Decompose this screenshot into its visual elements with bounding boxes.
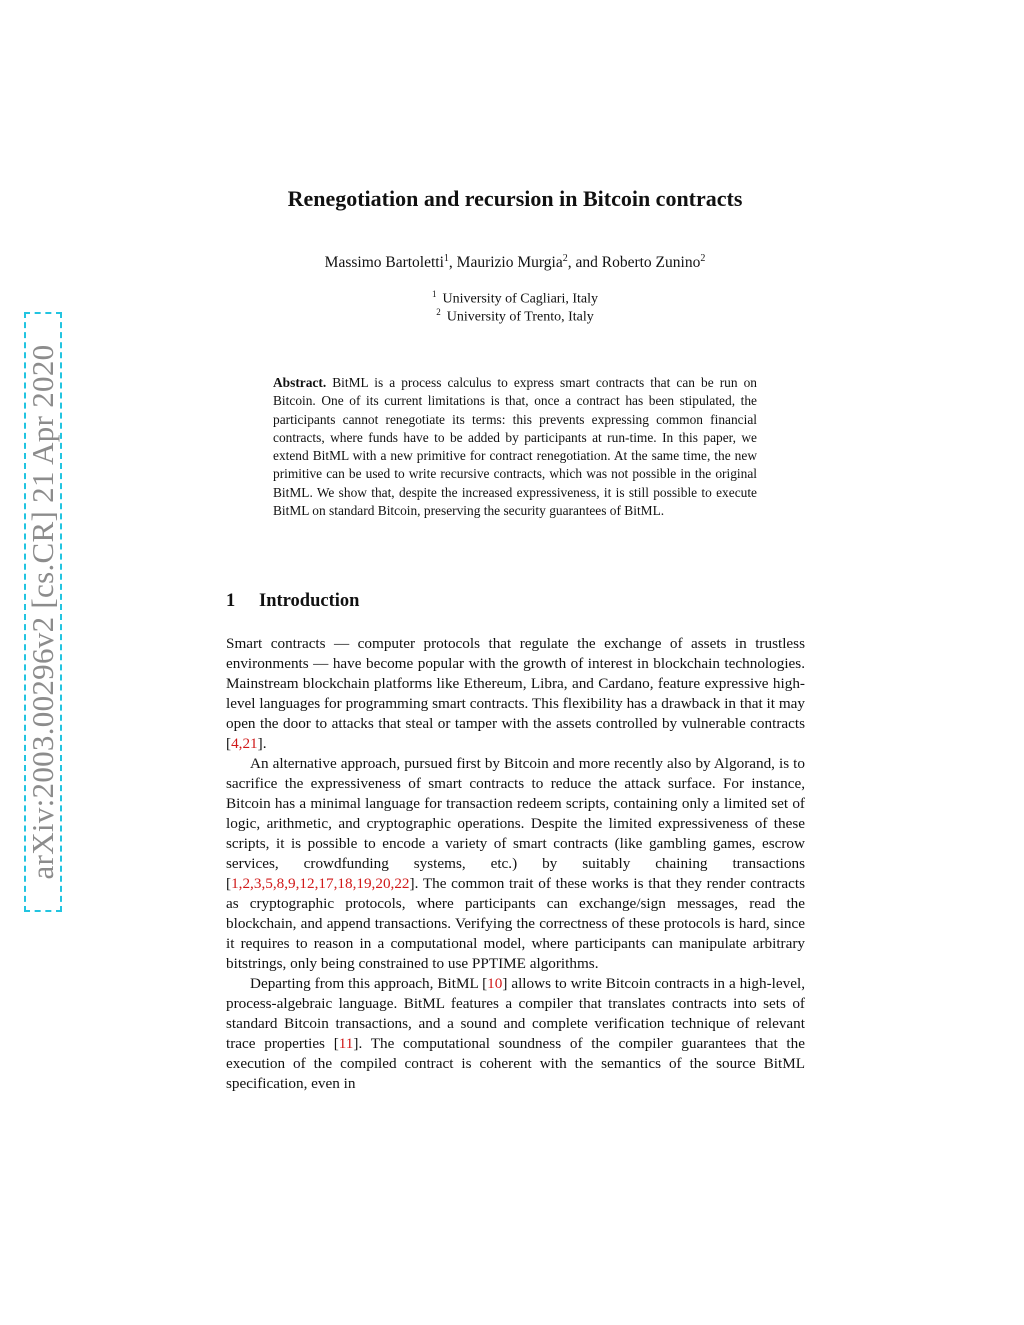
section-title: Introduction (259, 591, 360, 611)
citation-link[interactable]: 11 (338, 1035, 354, 1052)
introduction-body (226, 634, 805, 1094)
paragraph-text: allows to write Bitcoin contracts in a high-level, process-algebraic language. BitML features a compiler that translates contracts into sets of standard Bitcoin transactions, and a sound and complete verification technique of relevant trace properties (226, 975, 805, 1052)
section-number: 1 (226, 591, 236, 611)
abstract (273, 374, 757, 520)
affiliation (200, 289, 830, 308)
paragraph-text: Smart contracts — computer protocols that regulate the exchange of assets in trustless environments — have become popular with the growth of interest in blockchain technologies. Mainstream blockchain platforms like Ethereum, Libra, and Cardano, feature expressive high-level languages for programming smart contracts. This flexibility has a drawback in that it may open the door to attacks that steal or tamper with the assets controlled by vulnerable contracts (226, 635, 805, 732)
affiliation-text: University of Trento, Italy (446, 309, 594, 325)
paragraph-text: . The common trait of these works is that they render contracts as cryptographic protocols, where participants can exchange/sign messages, read the blockchain, and append transactions. Verifying the correctness of these protocols is hard, since it requires to reason in a computational model, where participants can manipulate arbitrary bitstrings, only being constrained to use PPTIME algorithms. (226, 875, 805, 972)
author-name: Maurizio Murgia (456, 254, 563, 272)
section-heading (226, 591, 359, 612)
affiliation (200, 307, 830, 326)
arxiv-identifier-text: arXiv:2003.00296v2 [cs.CR] 21 Apr 2020 (25, 344, 60, 880)
paragraph: An alternative approach, pursued first by Bitcoin and more recently also by Algorand, is to sacrifice the expressiveness of smart contracts to reduce the attack surface. For instance, Bitcoin has a minimal language for transaction redeem scripts, containing only a limited set of logic, arithmetic, and cryptographic operations. Despite the limited expressiveness of these scripts, it is possible to encode a variety of smart contracts (like gambling games, escrow services, crowdfunding systems, etc.) by suitably chaining transactions [1,2,3,5,8,9,12,17,18,19,20,22]. The common trait of these works is that they render contracts as cryptographic protocols, where participants can exchange/sign messages, read the blockchain, and append transactions. Verifying the correctness of these protocols is hard, since it requires to reason in a computational model, where participants can manipulate arbitrary bitstrings, only being constrained to use PPTIME algorithms. (226, 755, 805, 972)
affiliation-mark: 1 (431, 289, 437, 299)
arxiv-identifier-stamp[interactable] (24, 312, 62, 912)
affiliation-mark: 2 (436, 307, 441, 317)
paper-title: Renegotiation and recursion in Bitcoin contracts (287, 186, 743, 211)
author-affiliation-mark: 2 (562, 253, 568, 264)
citation-link[interactable]: 1,2,3,5,8,9,12,17,18,19,20,22 (231, 875, 410, 892)
paragraph-text: An alternative approach, pursued first by Bitcoin and more recently also by Algorand, is to sacrifice the expressiveness of smart contracts to reduce the attack surface. For instance, Bitcoin has a minimal language for transaction redeem scripts, containing only a limited set of logic, arithmetic, and cryptographic operations. Despite the limited expressiveness of these scripts, it is possible to encode a variety of smart contracts (like gambling games, escrow services, crowdfunding systems, etc.) by suitably chaining transactions (226, 755, 805, 872)
author-affiliation-mark: 2 (700, 253, 706, 264)
affiliation-text: University of Cagliari, Italy (442, 291, 599, 307)
author-name: Roberto Zunino (601, 254, 701, 272)
citation-link[interactable]: 4,21 (231, 735, 258, 752)
abstract-text: BitML is a process calculus to express smart contracts that can be run on Bitcoin. One of its current limitations is that, once a contract has been stipulated, the participants cannot renegotiate its terms: this prevents expressing common financial contracts, where funds have to be added by participants at run-time. In this paper, we extend BitML with a new primitive for contract renegotiation. At the same time, the new primitive can be used to write recursive contracts, which was not possible in the original BitML. We show that, despite the increased expressiveness, it is still possible to execute BitML on standard Bitcoin, preserving the security guarantees of BitML. (273, 375, 757, 519)
author-name: Massimo Bartoletti (324, 254, 444, 272)
author-separator: , and (567, 254, 602, 272)
paragraph-text: . (262, 735, 267, 752)
paragraph: Smart contracts — computer protocols that regulate the exchange of assets in trustless environments — have become popular with the growth of interest in blockchain technologies. Mainstream blockchain platforms like Ethereum, Libra, and Cardano, feature expressive high-level languages for programming smart contracts. This flexibility has a drawback in that it may open the door to attacks that steal or tamper with the assets controlled by vulnerable contracts [4,21]. (226, 635, 805, 752)
paragraph-text: . The computational soundness of the compiler guarantees that the execution of the compiled contract is coherent with the semantics of the source BitML specification, even in (226, 1035, 805, 1092)
paragraph-text: Departing from this approach, BitML (250, 975, 483, 992)
author-list (200, 253, 830, 272)
author-separator: , (448, 254, 457, 272)
citation-link[interactable]: 10 (487, 975, 503, 992)
abstract-label: Abstract. (273, 375, 327, 390)
author-affiliation-mark: 1 (443, 253, 449, 264)
paragraph: Departing from this approach, BitML [10] allows to write Bitcoin contracts in a high-level, process-algebraic language. BitML features a compiler that translates contracts into sets of standard Bitcoin transactions, and a sound and complete verification technique of relevant trace properties [11]. The computational soundness of the compiler guarantees that the execution of the compiled contract is coherent with the semantics of the source BitML specification, even in (226, 975, 805, 1092)
